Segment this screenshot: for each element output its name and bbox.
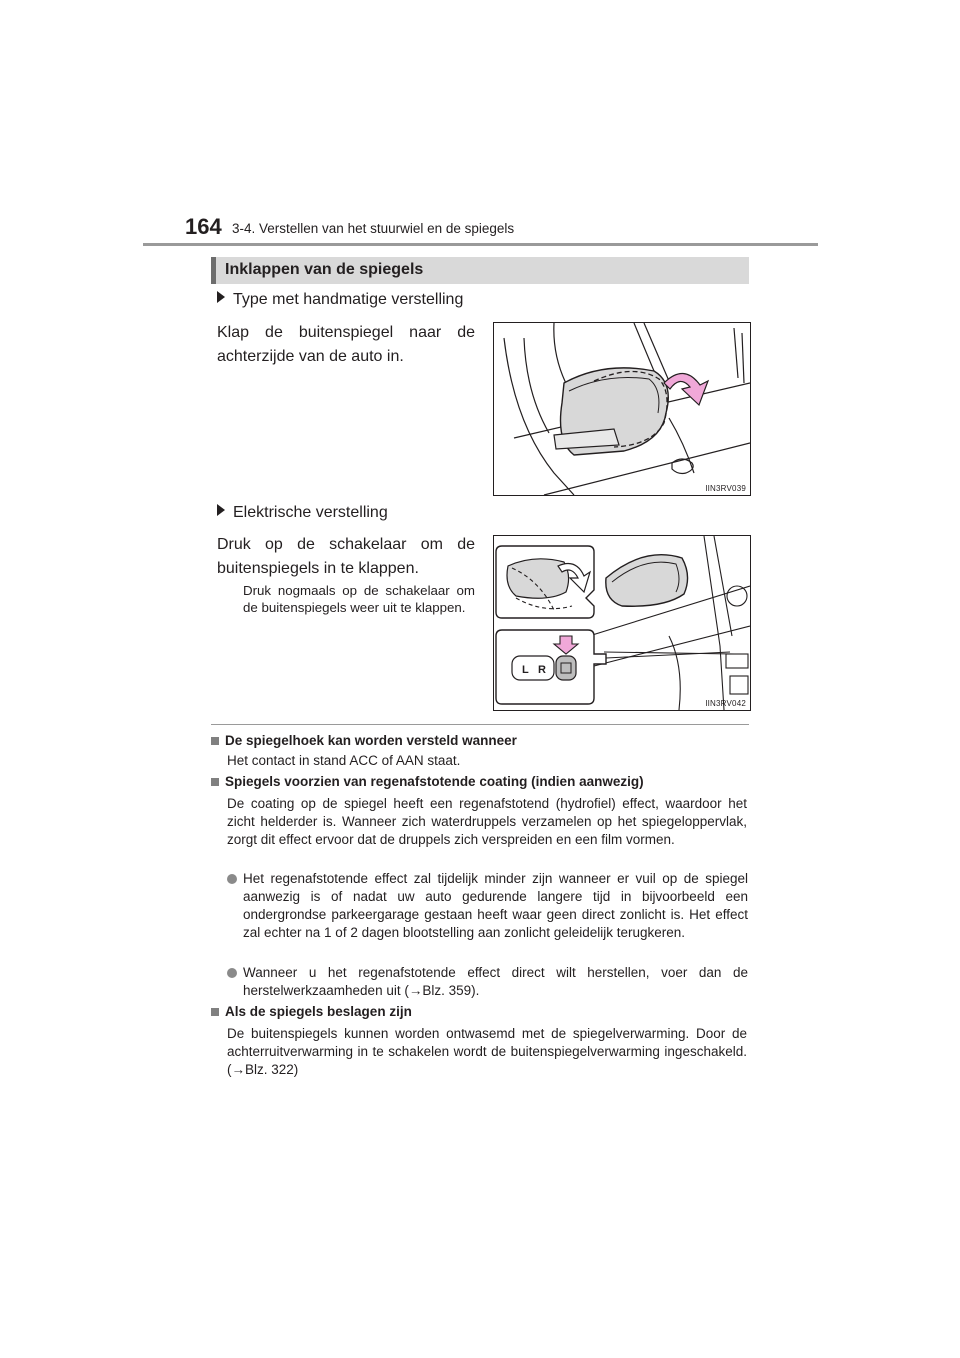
- bullet-coating-reduced: [243, 870, 748, 942]
- square-bullet-icon: [211, 1008, 219, 1016]
- note-heading-text: Als de spiegels beslagen zijn: [225, 1004, 412, 1019]
- circle-bullet-icon: [227, 968, 237, 978]
- switch-right-label: R: [538, 664, 546, 676]
- square-bullet-icon: [211, 778, 219, 786]
- page-number: 164: [185, 214, 222, 239]
- switch-left-label: L: [522, 664, 529, 676]
- manual-type-heading: [217, 291, 463, 309]
- figure-code: IIN3RV039: [705, 484, 746, 493]
- note-body-rain-coating: De coating op de spiegel heeft een regenafstotend (hydrofiel) effect, waardoor het zicht helderder is. Wanneer zich waterdruppels verzamelen op het spiegeloppervlak, zorgt dit effect ervoor dat de druppels zich verspreiden en een film vormen.: [227, 796, 747, 847]
- bullet-text: Wanneer u het regenafstotende effect direct wilt herstellen, voer dan de herstelwerkzaamheden uit (→Blz. 359).: [243, 965, 748, 998]
- manual-mirror-figure: [493, 322, 751, 496]
- square-bullet-icon: [211, 737, 219, 745]
- note-body-fogged-mirrors: De buitenspiegels kunnen worden ontwasemd met de spiegelverwarming. Door de achterruitverwarming in te schakelen wordt de buitenspiegelverwarming ingeschakeld. (→Blz. 322): [227, 1026, 747, 1077]
- note-body-adjust-condition: Het contact in stand ACC of AAN staat.: [227, 753, 461, 768]
- triangle-bullet-icon: [217, 291, 225, 303]
- triangle-bullet-icon: [217, 504, 225, 516]
- circle-bullet-icon: [227, 874, 237, 884]
- note-heading-text: De spiegelhoek kan worden versteld wanneer: [225, 733, 517, 748]
- header-rule: [143, 243, 818, 246]
- electric-note: Druk nogmaals op de schakelaar om de buitenspiegels weer uit te klappen.: [243, 583, 475, 615]
- note-heading-adjust-condition: [211, 733, 517, 748]
- electric-type-label: Elektrische verstelling: [233, 504, 388, 521]
- manual-type-label: Type met handmatige verstelling: [233, 291, 464, 308]
- bullet-coating-restore: [243, 964, 748, 1000]
- chapter-title: 3-4. Verstellen van het stuurwiel en de spiegels: [232, 221, 515, 236]
- electric-mirror-figure: [493, 535, 751, 711]
- electric-instruction: Druk op de schakelaar om de buitenspiegels in te klappen.: [217, 536, 475, 577]
- electric-type-heading: [217, 504, 388, 522]
- figure-code: IIN3RV042: [705, 699, 746, 708]
- bullet-text: Het regenafstotende effect zal tijdelijk minder zijn wanneer er vuil op de spiegel aanwezig is of nadat uw auto gedurende langere tijd in bijvoorbeeld een ondergrondse parkeergarage gestaan heeft waar geen direct zonlicht is. Het effect zal echter na 1 of 2 dagen blootstelling aan zonlicht geleidelijk terugkeren.: [243, 871, 748, 940]
- note-heading-text: Spiegels voorzien van regenafstotende coating (indien aanwezig): [225, 774, 644, 789]
- note-heading-fogged-mirrors: [211, 1004, 412, 1019]
- manual-instruction: Klap de buitenspiegel naar de achterzijde van de auto in.: [217, 324, 475, 365]
- manual-mirror-illustration: [494, 323, 750, 495]
- note-heading-rain-coating: [211, 774, 644, 789]
- electric-mirror-illustration: [494, 536, 750, 710]
- section-divider: [211, 724, 749, 725]
- section-heading: [211, 257, 749, 284]
- section-title: Inklappen van de spiegels: [225, 261, 424, 278]
- section-heading-accent: [211, 257, 216, 284]
